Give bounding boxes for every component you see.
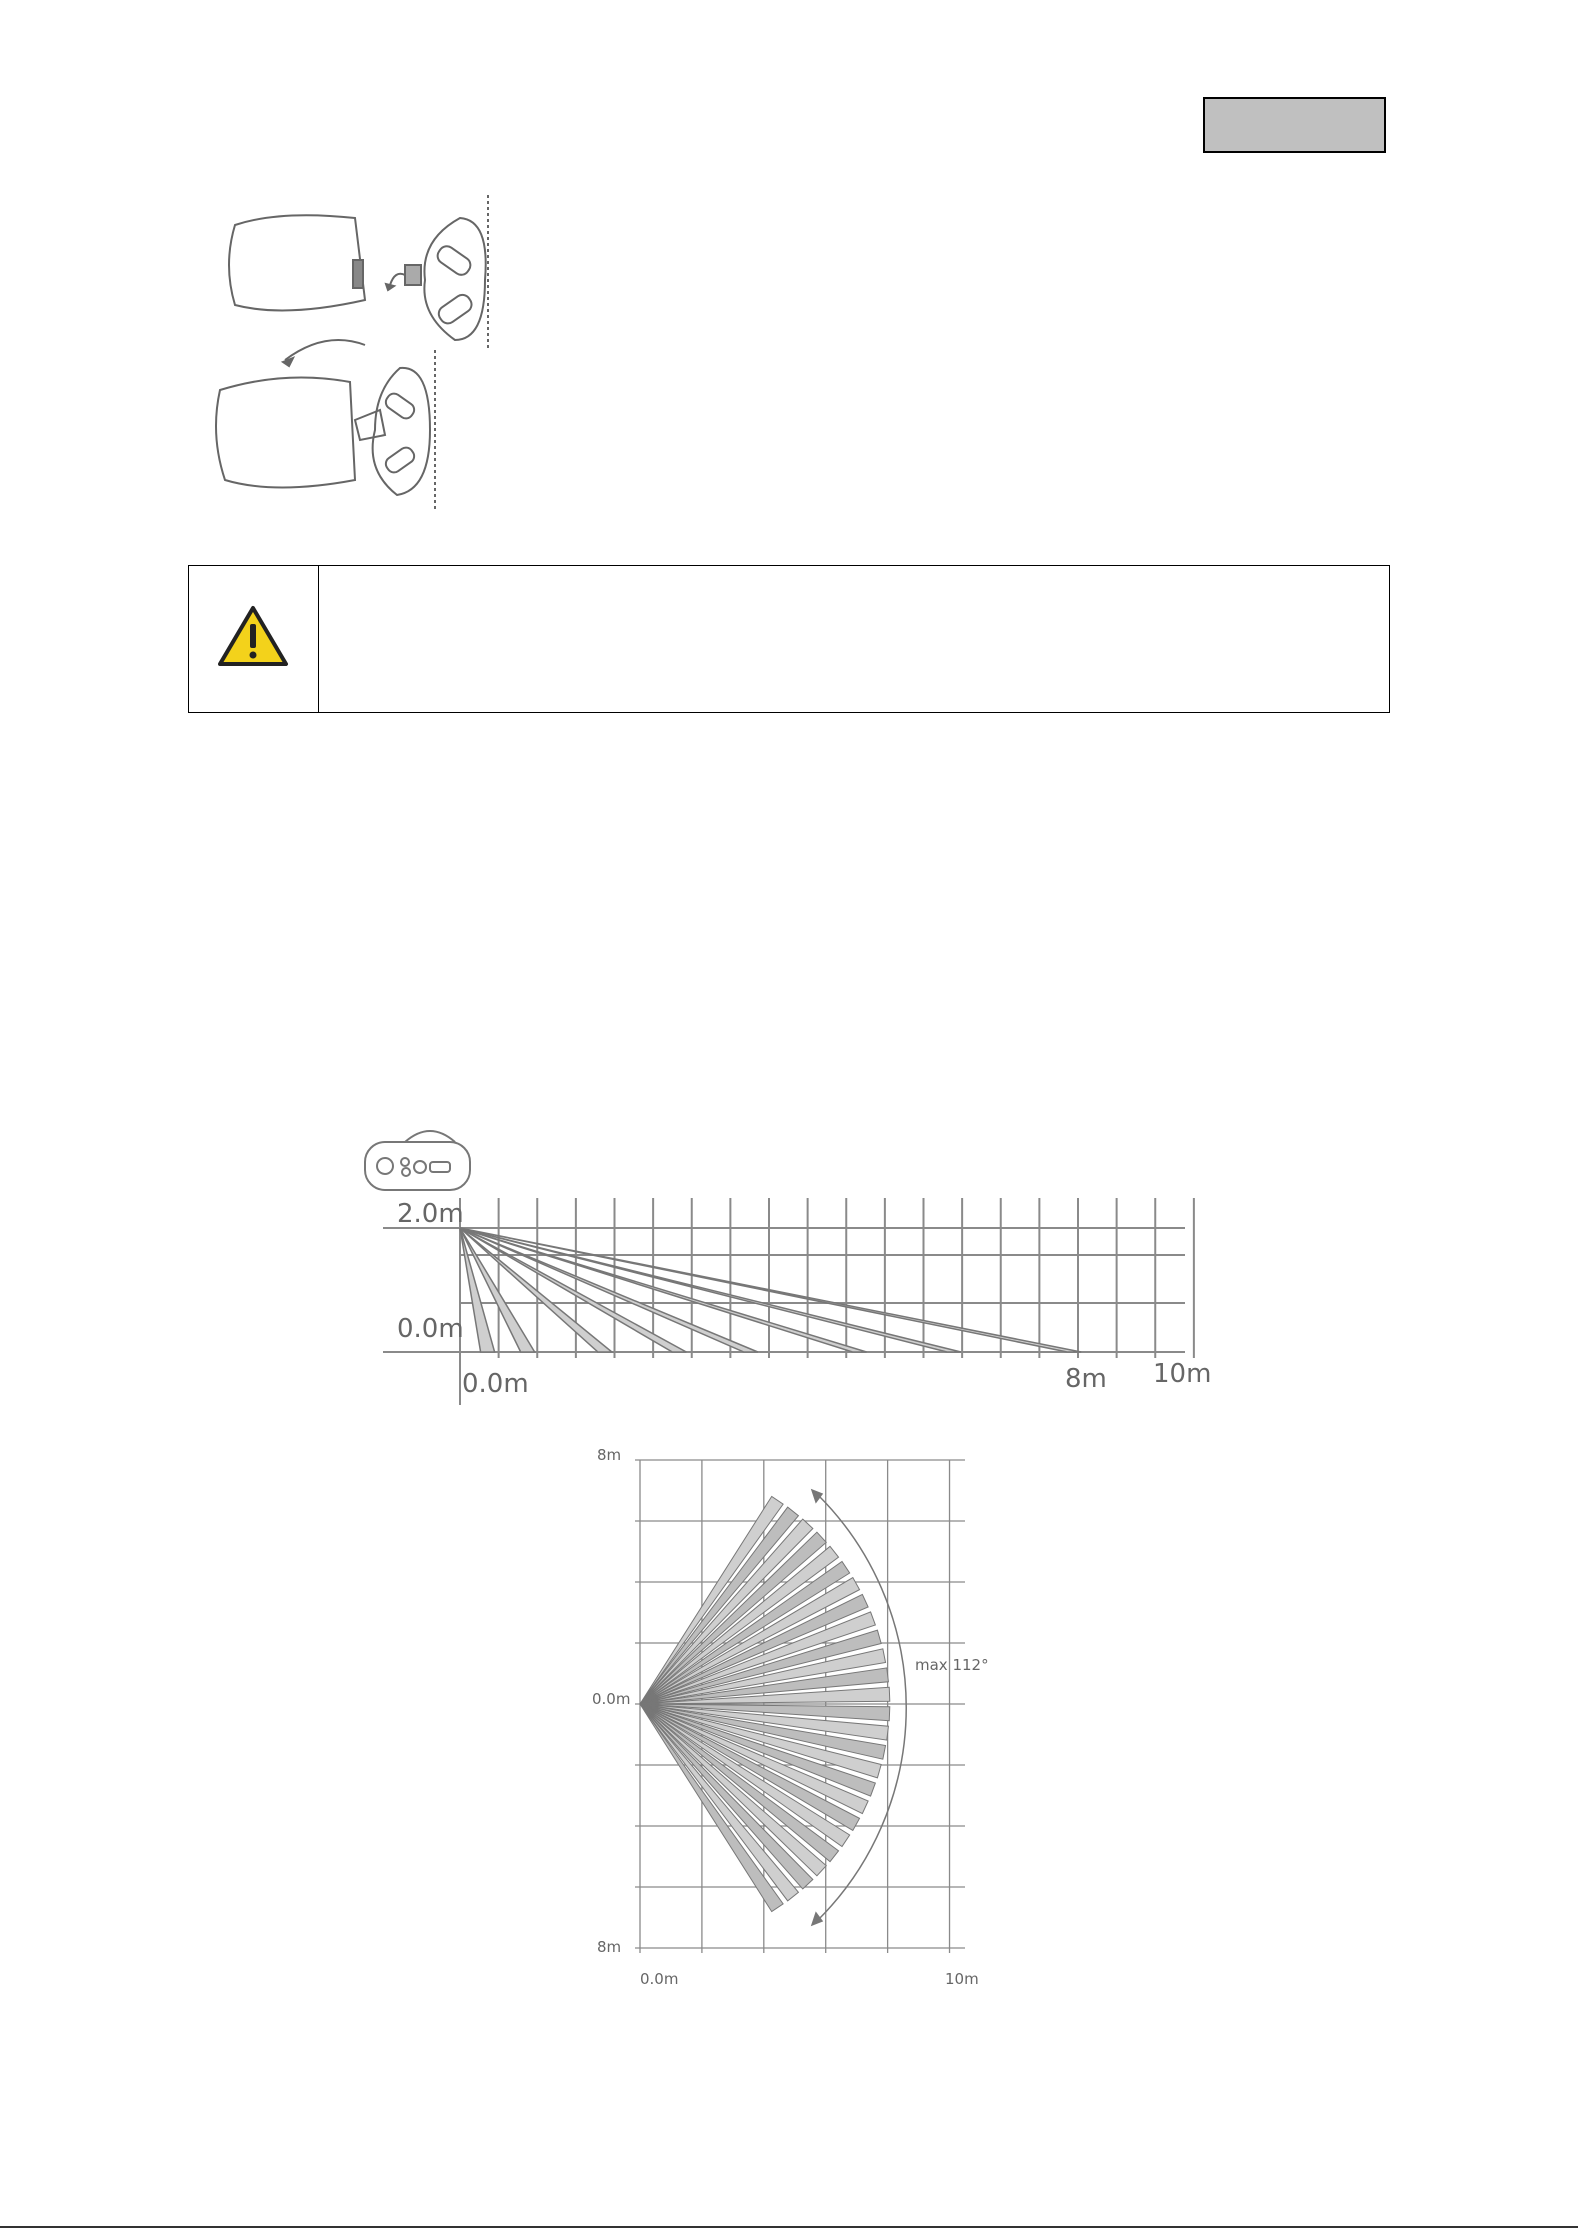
- side-detection-beam: [460, 1228, 495, 1352]
- top-x-label-origin: 0.0m: [640, 1970, 679, 1988]
- top-x-label-max: 10m: [945, 1970, 979, 1988]
- top-y-label-bottom: 8m: [597, 1938, 622, 1956]
- camera-mounting-illustration: [205, 190, 505, 520]
- top-y-label-top: 8m: [597, 1446, 622, 1464]
- top-y-label-middle: 0.0m: [592, 1690, 631, 1708]
- side-x-label-origin: 0.0m: [462, 1369, 529, 1399]
- side-detection-beam: [460, 1228, 1081, 1352]
- warning-box: [188, 565, 1390, 713]
- language-box: [1203, 97, 1386, 153]
- footer-line: [0, 2226, 1578, 2228]
- camera-icon: [365, 1131, 470, 1190]
- side-y-label-bottom: 0.0m: [397, 1314, 464, 1344]
- top-view-detection-chart: [580, 1440, 1020, 2000]
- side-y-label-top: 2.0m: [397, 1199, 464, 1229]
- angle-label: max 112°: [915, 1656, 989, 1674]
- warning-icon-cell: [189, 566, 319, 712]
- side-view-detection-chart: [360, 1120, 1220, 1410]
- side-x-label-range: 8m: [1065, 1364, 1107, 1394]
- warning-triangle-icon: [217, 604, 289, 668]
- side-x-label-max: 10m: [1153, 1359, 1212, 1389]
